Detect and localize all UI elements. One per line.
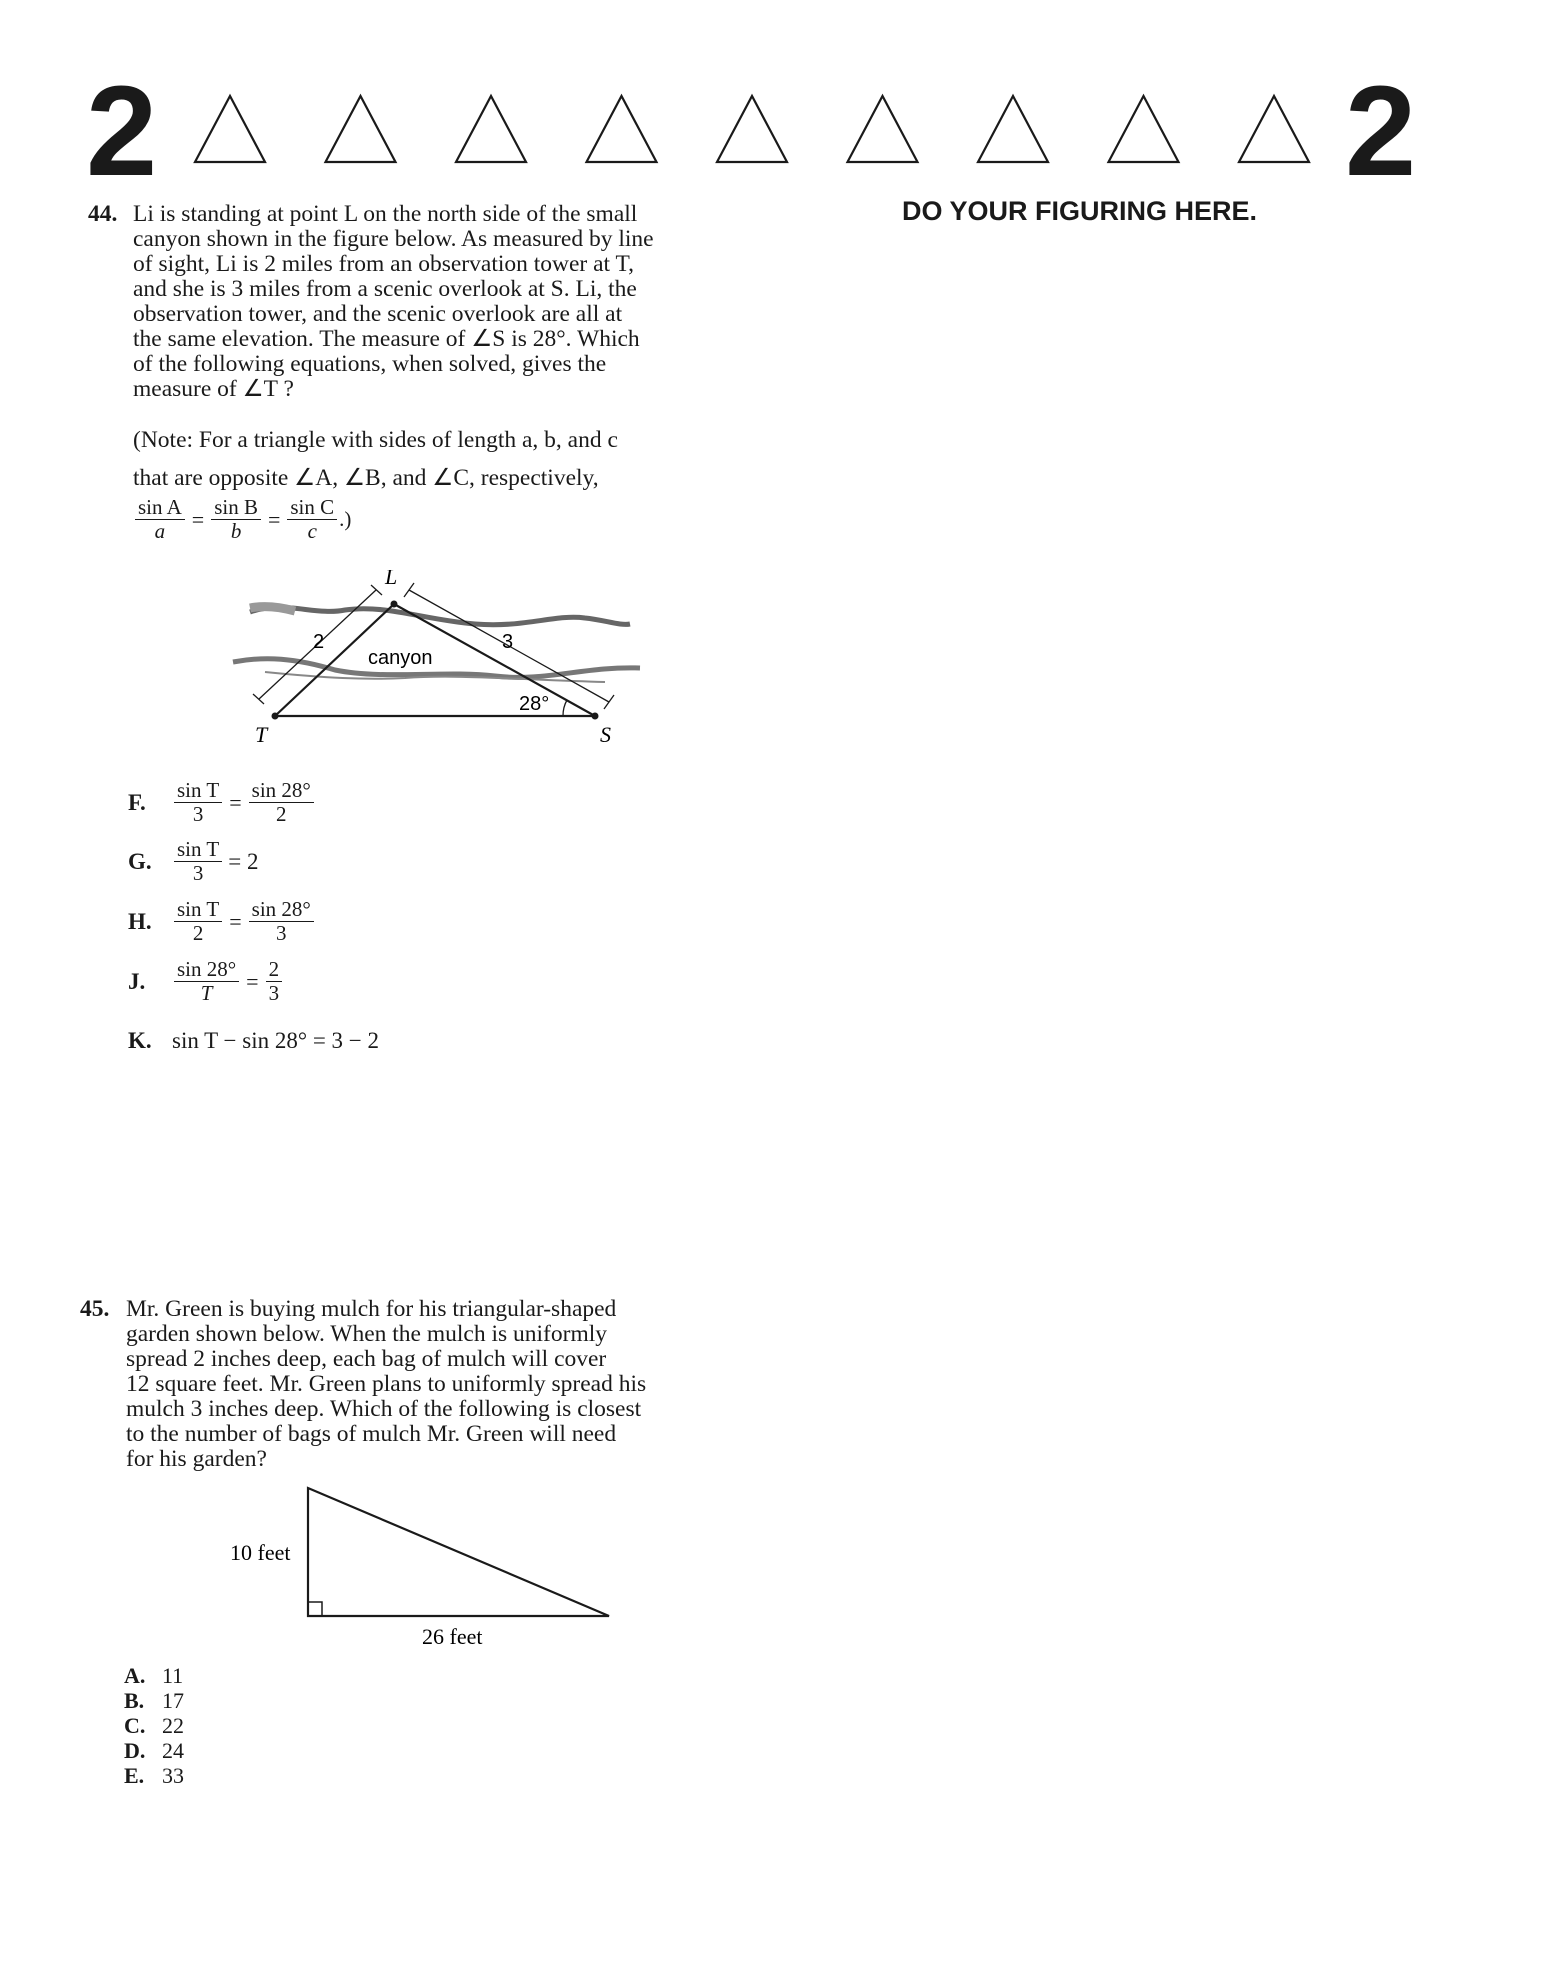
choice-letter: E.	[124, 1763, 145, 1788]
q45-line: mulch 3 inches deep. Which of the following is closest	[126, 1396, 642, 1422]
q45-line: for his garden?	[126, 1446, 267, 1472]
q44-number: 44.	[88, 201, 118, 227]
choice-letter: A.	[124, 1663, 146, 1688]
garden-triangle	[308, 1488, 609, 1616]
q45-line: garden shown below. When the mulch is uniformly	[126, 1321, 608, 1347]
header-triangle-icon	[456, 96, 526, 162]
choice-letter: G.	[128, 848, 152, 874]
choice-letter: K.	[128, 1028, 152, 1053]
choice-value: 17	[162, 1688, 184, 1713]
equals-sign: =	[267, 506, 281, 532]
section-number-left: 2	[86, 60, 158, 203]
choice-value: 24	[162, 1738, 184, 1763]
q45-line: Mr. Green is buying mulch for his triangular-shaped	[126, 1296, 617, 1322]
q45-line: 12 square feet. Mr. Green plans to uniformly spread his	[126, 1371, 647, 1397]
header-triangle-icon	[1109, 96, 1179, 162]
right-angle-mark	[308, 1602, 322, 1616]
q45-line: to the number of bags of mulch Mr. Green will need	[126, 1421, 617, 1447]
choice-F[interactable]	[128, 780, 316, 825]
choice-D[interactable]	[124, 1738, 184, 1764]
q44-line: canyon shown in the figure below. As measured by line	[133, 226, 654, 252]
q44-line: and she is 3 miles from a scenic overlook at S. Li, the	[133, 276, 637, 302]
choice-J[interactable]	[128, 959, 284, 1004]
equals-sign: =	[246, 968, 259, 994]
choice-value: 22	[162, 1713, 184, 1738]
choice-G[interactable]	[128, 839, 258, 884]
header-triangle-icon	[1239, 96, 1309, 162]
choice-letter: C.	[124, 1713, 146, 1738]
q44-line: of sight, Li is 2 miles from an observation tower at T,	[133, 251, 635, 277]
q45-number: 45.	[80, 1296, 110, 1322]
label-S: S	[600, 722, 611, 747]
canyon-rim-north	[250, 607, 630, 624]
header-triangle-icon	[978, 96, 1048, 162]
choice-A[interactable]	[124, 1663, 183, 1689]
choice-F-frac-left: $\frac{\text{sin T}}{3}$	[174, 780, 222, 825]
choice-B[interactable]	[124, 1688, 184, 1714]
dimension-tick	[404, 583, 414, 597]
label-angle-28: 28°	[519, 693, 550, 715]
point-L	[391, 601, 398, 608]
choice-K[interactable]	[128, 1028, 379, 1054]
label-canyon: canyon	[368, 647, 433, 669]
law-frac-b: $\frac{\text{sin B}}{b}$	[211, 497, 261, 542]
q44-stem	[133, 202, 733, 402]
choice-letter: J.	[128, 968, 146, 994]
label-height: 10 feet	[230, 1540, 291, 1565]
label-base: 26 feet	[422, 1624, 483, 1649]
header-triangle-icon	[326, 96, 396, 162]
q44-line: Li is standing at point L on the north side of the small	[133, 201, 638, 227]
choice-letter: H.	[128, 908, 152, 934]
law-of-sines	[133, 497, 351, 542]
q44-line: measure of ∠T ?	[133, 376, 294, 402]
law-frac-c: $\frac{\text{sin C}}{c}$	[287, 497, 337, 542]
label-side-2: 2	[313, 631, 325, 653]
point-S	[592, 713, 599, 720]
choice-H-frac-left: $\frac{\text{sin T}}{2}$	[174, 899, 222, 944]
choice-G-frac: $\frac{\text{sin T}}{3}$	[174, 839, 222, 884]
label-side-3: 3	[502, 631, 514, 653]
q44-line: the same elevation. The measure of ∠S is 28°. Which	[133, 326, 640, 352]
q44-note-line-1: (Note: For a triangle with sides of length a, b, and c	[133, 427, 618, 453]
canyon-figure	[225, 570, 645, 750]
law-close: .)	[339, 507, 352, 531]
choice-letter: B.	[124, 1688, 145, 1713]
choice-C[interactable]	[124, 1713, 184, 1739]
q45-line: spread 2 inches deep, each bag of mulch will cover	[126, 1346, 607, 1372]
choice-J-frac-left: $\frac{\sin 28^\circ}{T}$	[174, 959, 239, 1004]
choice-F-frac-right: $\frac{\sin 28^\circ}{2}$	[249, 780, 314, 825]
choice-G-rhs: = 2	[228, 848, 259, 874]
header-triangle-icon	[848, 96, 918, 162]
dimension-tick	[604, 695, 614, 709]
point-T	[272, 713, 279, 720]
angle-arc-S	[563, 700, 567, 716]
garden-figure	[220, 1480, 640, 1650]
q44-note-line-2: that are opposite ∠A, ∠B, and ∠C, respectively,	[133, 465, 599, 491]
equals-sign: =	[229, 908, 242, 934]
choice-H[interactable]	[128, 899, 316, 944]
equals-sign: =	[229, 789, 242, 815]
equals-sign: =	[191, 506, 205, 532]
choice-K-text: sin T − sin 28° = 3 − 2	[172, 1028, 380, 1053]
header-triangle-icon	[587, 96, 657, 162]
choice-value: 33	[162, 1763, 184, 1788]
figuring-note: DO YOUR FIGURING HERE.	[902, 196, 1258, 226]
canyon-rim-north-shade	[250, 607, 295, 611]
choice-H-frac-right: $\frac{\sin 28^\circ}{3}$	[249, 899, 314, 944]
choice-letter: F.	[128, 789, 146, 815]
header-triangle-icon	[717, 96, 787, 162]
section-number-right: 2	[1345, 60, 1417, 203]
choice-J-frac-right: $\frac{2}{3}$	[266, 959, 283, 1004]
q44-line: of the following equations, when solved, gives the	[133, 351, 607, 377]
law-frac-a: $\frac{\text{sin A}}{a}$	[135, 497, 185, 542]
choice-value: 11	[162, 1663, 184, 1688]
label-L: L	[385, 570, 398, 589]
choice-letter: D.	[124, 1738, 146, 1763]
q45-stem	[126, 1297, 726, 1472]
header-triangle-icon	[195, 96, 265, 162]
triangle-row	[180, 92, 1330, 172]
q44-line: observation tower, and the scenic overlook are all at	[133, 301, 623, 327]
choice-E[interactable]	[124, 1763, 184, 1789]
label-T: T	[255, 722, 268, 747]
